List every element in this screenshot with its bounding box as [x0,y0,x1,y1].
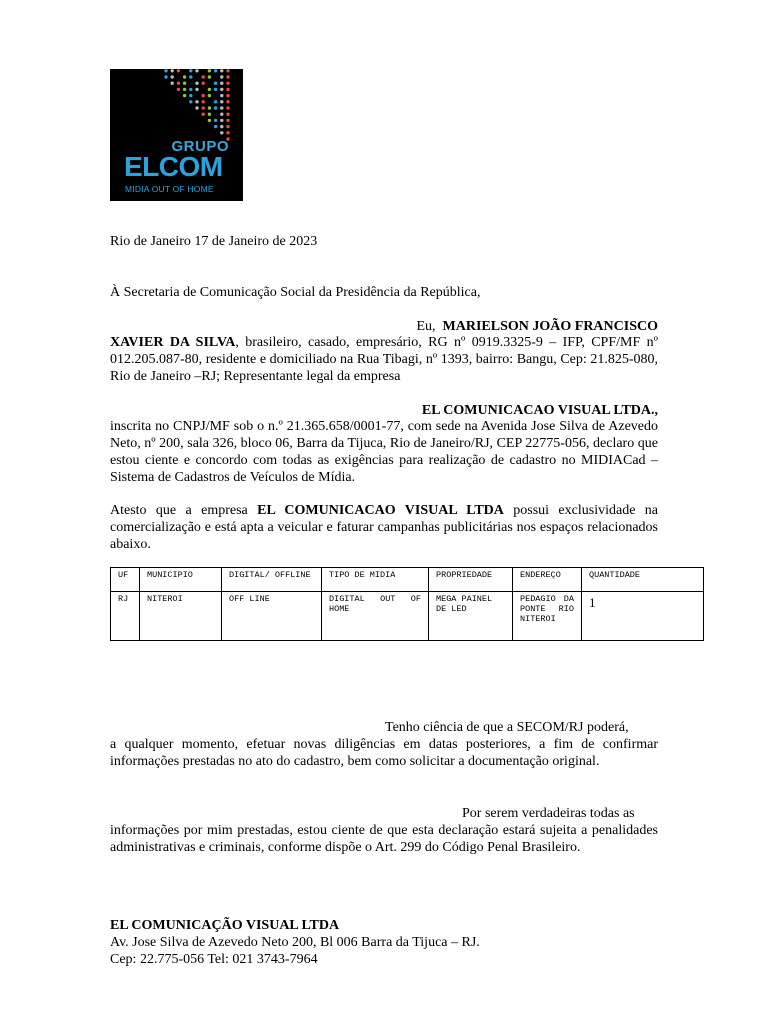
logo-dot [171,82,174,85]
atesto-company: EL COMUNICACAO VISUAL LTDA [257,503,504,518]
atesto-after: possui exclusividade na comercialização e está apta a veicular e faturar campanhas publicitárias nos espaços relacionados abaixo. [110,503,658,552]
logo-dot [226,113,229,116]
logo-dot [208,106,211,109]
table-header-cell: TIPO DE MIDIA [322,568,429,592]
logo-dot [189,69,192,72]
table-cell-quantidade: 1 [582,592,704,641]
logo-dot [208,69,211,72]
logo-dot [226,106,229,109]
verdade-rest: informações por mim prestadas, estou ciente de que esta declaração estará sujeita a penalidades administrativas e criminais, conforme dispõe o Art. 299 do Código Penal Brasileiro. [110,823,658,855]
declarant-paragraph [110,334,658,385]
logo-dot [202,100,205,103]
logo-dot [164,75,167,78]
logo-dot [177,88,180,91]
logo-dot [214,119,217,122]
logo-dot [202,113,205,116]
logo-dot [195,82,198,85]
addressee-line: À Secretaria de Comunicação Social da Presidência da República, [110,285,481,300]
logo-dot [208,119,211,122]
table-row [111,592,704,641]
table-cell-municipio: NITEROI [140,592,222,641]
logo-dot [202,94,205,97]
logo-dot [226,119,229,122]
logo-dot [171,69,174,72]
logo-dot [226,125,229,128]
table-cell-uf: RJ [111,592,140,641]
verdade-first-line: Por serem verdadeiras todas as [462,806,635,821]
logo-dot [220,131,223,134]
table-header-cell: PROPRIEDADE [429,568,513,592]
logo-dot [220,106,223,109]
logo-elcom-text: ELCOM [124,151,223,182]
logo-tagline: MIDIA OUT OF HOME [125,184,214,194]
logo-dot [226,75,229,78]
table-header-cell: QUANTIDADE [582,568,704,592]
verdade-paragraph [110,805,658,856]
table-header-cell: MUNICIPIO [140,568,222,592]
logo-grupo-text: GRUPO [171,138,229,155]
grupo-elcom-logo [110,69,243,201]
logo-dot [171,75,174,78]
logo-dot [226,88,229,91]
logo-dot [202,75,205,78]
logo-dot [214,88,217,91]
logo-dot [195,100,198,103]
logo-dot [208,113,211,116]
company-name: EL COMUNICACAO VISUAL LTDA., [421,403,658,418]
logo-dot [226,100,229,103]
logo-dot [220,82,223,85]
logo-dot [226,94,229,97]
logo-dot [220,69,223,72]
ciencia-first-line: Tenho ciência de que a SECOM/RJ poderá, [385,720,629,735]
table-cell-propriedade: MEGA PAINEL DE LED [429,592,513,641]
logo-dot [177,82,180,85]
logo-dot [208,75,211,78]
logo-dot [220,125,223,128]
logo-dot [195,88,198,91]
logo-dot [220,113,223,116]
logo-dot [189,88,192,91]
atesto-paragraph [110,502,658,553]
logo-dot [208,94,211,97]
logo-dot [214,82,217,85]
logo-dot [189,75,192,78]
logo-dot [214,100,217,103]
logo-dot [189,100,192,103]
logo-dot [214,106,217,109]
logo-dot [164,69,167,72]
ciencia-paragraph [110,719,658,770]
logo-dot [183,82,186,85]
logo-dot [183,75,186,78]
logo-dot [195,106,198,109]
logo-dot [220,75,223,78]
footer-block [110,917,703,968]
company-paragraph: inscrita no CNPJ/MF sob o n.º 21.365.658/0001-77, com sede na Avenida Jose Silva de Azevedo Neto, nº 200, sala 326, bloco 06, Barra da Tijuca, Rio de Janeiro/RJ, CEP 22775-056, declaro que estou ciente e concordo com todas as exigências para realização de cadastro no MIDIACad – Sistema de Cadastros de Veículos de Mídia. [110,419,658,485]
logo-dot [226,131,229,134]
logo-dot [226,82,229,85]
media-spaces-table [110,567,704,641]
logo-dot [202,82,205,85]
table-header-cell: ENDEREÇO [513,568,582,592]
declarant-intro-line [110,318,658,335]
company-name-line [110,402,658,419]
logo-dot [195,69,198,72]
logo-dot [208,88,211,91]
date-line: Rio de Janeiro 17 de Janeiro de 2023 [110,234,318,249]
logo-dot [189,94,192,97]
logo-dot [214,69,217,72]
logo-dot [202,106,205,109]
footer-contact: Cep: 22.775-056 Tel: 021 3743-7964 [110,952,318,967]
table-header-cell: UF [111,568,140,592]
declarant-name-last: XAVIER DA SILVA [110,335,236,350]
logo-dot [226,69,229,72]
table-cell-digital-offline: OFF LINE [222,592,322,641]
table-header-cell: DIGITAL/ OFFLINE [222,568,322,592]
table-cell-endereco: PEDAGIO DA PONTE RIO NITEROI [513,592,582,641]
declarant-name-first: MARIELSON JOÃO FRANCISCO [442,319,658,334]
footer-address: Av. Jose Silva de Azevedo Neto 200, Bl 006 Barra da Tijuca – RJ. [110,935,480,950]
logo-dot [183,94,186,97]
logo-dot [220,119,223,122]
declarant-intro: Eu, [416,319,436,334]
atesto-before: Atesto que a empresa [110,503,258,518]
logo-dot [214,125,217,128]
logo-dot [177,69,180,72]
footer-company: EL COMUNICAÇÃO VISUAL LTDA [110,918,340,933]
table-cell-tipo-midia: DIGITAL OUT OF HOME [322,592,429,641]
declarant-details: , brasileiro, casado, empresário, RG nº 0919.3325-9 – IFP, CPF/MF nº 012.205.087-80, residente e domiciliado na Rua Tibagi, nº 1393, bairro: Bangu, Cep: 21.825-080, Rio de Janeiro –RJ; Representante legal da empresa [110,335,658,384]
ciencia-rest: a qualquer momento, efetuar novas diligências em datas posteriores, a fim de confirmar informações prestadas no ato do cadastro, bem como solicitar a documentação original. [110,737,658,769]
logo-dot [220,94,223,97]
logo-dot [220,100,223,103]
logo-dot [220,88,223,91]
table-header-row [111,568,704,592]
logo-dot [183,88,186,91]
